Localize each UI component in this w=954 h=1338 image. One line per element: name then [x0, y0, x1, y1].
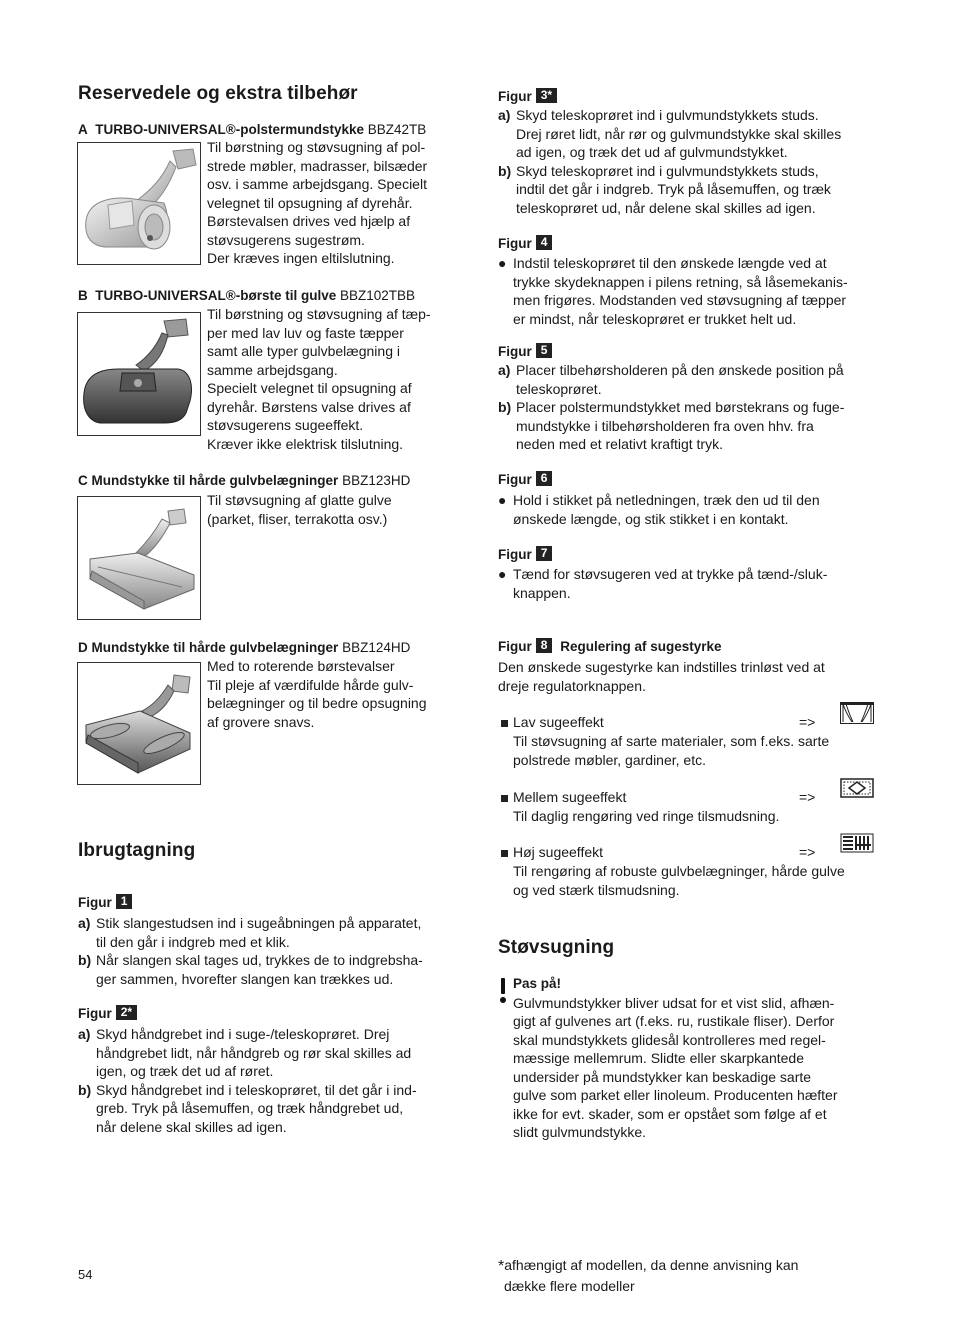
figure-5-steps	[498, 361, 878, 454]
section-heading-vacuuming: Støvsugning	[498, 937, 615, 958]
figure-5-number: 5	[536, 343, 553, 358]
figure-1-steps	[78, 914, 456, 988]
bullet-square	[501, 795, 508, 802]
figure-1-number: 1	[116, 894, 133, 909]
list-item: b) Skyd håndgrebet ind i teleskoprøret, til det går i ind- greb. Tryk på låsemuffen, og træk håndgrebet ud, når delene skal skilles ad igen.	[78, 1081, 417, 1135]
warning-icon	[499, 978, 507, 1004]
caution-title: Pas på!	[513, 976, 562, 991]
figure-8-number: 8	[536, 638, 553, 653]
figure-2-number: 2*	[116, 1005, 137, 1020]
figure-3-label: Figur 3*	[498, 88, 557, 107]
figure-6-number: 6	[536, 471, 553, 486]
bullet-square	[501, 720, 508, 727]
list-item: ● Tænd for støvsugeren ved at trykke på tænd-/sluk- knappen.	[498, 566, 828, 601]
figure-8-title: Regulering af sugestyrke	[560, 639, 722, 654]
suction-level-medium-description: Til daglig rengøring ved ringe tilsmudsning.	[513, 808, 780, 824]
product-b-description: Til børstning og støvsugning af tæp- per med lav luv og faste tæpper samt alle typer gulvbelægning i samme arbejdsgang. Specielt velegnet til opsugning af dyrehår. Børstens valse drives af støvsugerens sugeeffekt. Kræver ikke elektrisk tilslutning.	[207, 306, 431, 452]
figure-4-number: 4	[536, 235, 553, 250]
list-item: b) Skyd teleskoprøret ind i gulvmundstykkets studs, indtil det går i indgreb. Tryk på låsemuffen, og træk teleskoprøret ud, når delene skal skilles ad igen.	[498, 162, 831, 216]
figure-7-number: 7	[536, 546, 553, 561]
product-c-description: Til støvsugning af glatte gulve (parket, fliser, terrakotta osv.)	[207, 492, 392, 527]
figure-6-steps	[498, 491, 878, 528]
section-heading-spare-parts: Reservedele og ekstra tilbehør	[78, 83, 358, 104]
product-c-heading: C Mundstykke til hårde gulvbelægninger BBZ123HD	[78, 473, 411, 488]
figure-4-label: Figur 4	[498, 235, 552, 254]
bullet-square	[501, 850, 508, 857]
figure-8-intro: Den ønskede sugestyrke kan indstilles trinløst ved at dreje regulatorknappen.	[498, 659, 825, 694]
product-c-image	[77, 496, 201, 620]
list-item: a) Skyd håndgrebet ind i suge-/teleskoprøret. Drej håndgrebet lidt, når håndgreb og rør skal skilles ad igen, og træk det ud af røret.	[78, 1026, 412, 1079]
figure-6-label: Figur 6	[498, 471, 552, 490]
page-number: 54	[78, 1267, 93, 1282]
list-item: a) Stik slangestudsen ind i sugeåbningen på apparatet, til den går i indgreb med et klik.	[78, 915, 422, 950]
footnote: *afhængigt af modellen, da denne anvisning kan dække flere modeller	[498, 1257, 799, 1294]
floor-tiles-icon	[840, 832, 874, 854]
figure-3-number: 3*	[536, 88, 557, 103]
list-item: b) Placer polstermundstykket med børstekrans og fuge- mundstykke i tilbehørsholderen fra oven hhv. fra neden med et relativt kraftigt tryk.	[498, 399, 845, 452]
figure-1-label: Figur 1	[78, 894, 132, 913]
list-item: a) Skyd teleskoprøret ind i gulvmundstykkets studs. Drej røret lidt, når rør og gulvmundstykke skal skilles ad igen, og træk det ud af gulvmundstykket.	[498, 107, 842, 160]
product-d-description: Med to roterende børstevalser Til pleje af værdifulde hårde gulv- belægninger og til bedre opsugning af grovere snavs.	[207, 658, 427, 730]
figure-4-steps	[498, 254, 878, 328]
product-a-heading: A TURBO-UNIVERSAL®-polstermundstykke BBZ42TB	[78, 122, 427, 137]
figure-5-label: Figur 5	[498, 343, 552, 362]
rug-icon	[840, 777, 874, 799]
product-b-heading: B TURBO-UNIVERSAL®-børste til gulve BBZ102TBB	[78, 288, 416, 303]
list-item: ● Hold i stikket på netledningen, træk den ud til den ønskede længde, og stik stikket i en kontakt.	[498, 492, 820, 527]
section-heading-setup: Ibrugtagning	[78, 840, 196, 861]
suction-level-low-description: Til støvsugning af sarte materialer, som f.eks. sarte polstrede møbler, gardiner, etc.	[513, 733, 830, 768]
figure-8-label: Figur 8 Regulering af sugestyrke	[498, 638, 722, 654]
caution-box: Pas på! Gulvmundstykker bliver udsat for et vist slid, afhæn- gigt af gulvenes art (f.eks. ru, rustikale fliser). Derfor skal mundstykkets glidesål kontrolleres med regel- mæssige mellemrum. Slidte eller skarpkantede undersider på mundstykker kan beskadige sarte gulve som parket eller linoleum. Producenten hæfter ikke for evt. skader, som er opstået som følge af et slidt gulvmundstykke.	[513, 975, 883, 1142]
product-a-image	[77, 142, 201, 265]
suction-level-high-description: Til rengøring af robuste gulvbelægninger, hårde gulve og ved stærk tilsmudsning.	[513, 863, 845, 898]
list-item: b) Når slangen skal tages ud, trykkes de to indgrebsha- ger sammen, hvorefter slangen kan trækkes ud.	[78, 952, 423, 987]
figure-7-steps	[498, 565, 878, 602]
list-item: a) Placer tilbehørsholderen på den ønskede position på teleskoprøret.	[498, 362, 844, 397]
list-item: ● Indstil teleskoprøret til den ønskede længde ved at trykke skydeknappen i pilens retning, så låsemekanis- men frigøres. Modstanden ved støvsugning af tæpper er mindst, når teleskoprøret er trukket helt ud.	[498, 255, 848, 327]
curtain-icon	[840, 702, 874, 724]
figure-7-label: Figur 7	[498, 546, 552, 565]
figure-2-steps	[78, 1025, 456, 1136]
product-d-image	[77, 662, 201, 785]
product-b-image	[77, 312, 201, 436]
figure-3-steps	[498, 106, 878, 217]
product-a-description: Til børstning og støvsugning af pol- strede møbler, madrasser, bilsæder osv. i samme arbejdsgang. Specielt velegnet til opsugning af dyrehår. Børstevalsen drives ved hjælp af støvsugerens sugestrøm. Der kræves ingen eltilslutning.	[207, 139, 428, 266]
product-d-heading: D Mundstykke til hårde gulvbelægninger BBZ124HD	[78, 640, 411, 655]
figure-2-label: Figur 2*	[78, 1005, 137, 1024]
